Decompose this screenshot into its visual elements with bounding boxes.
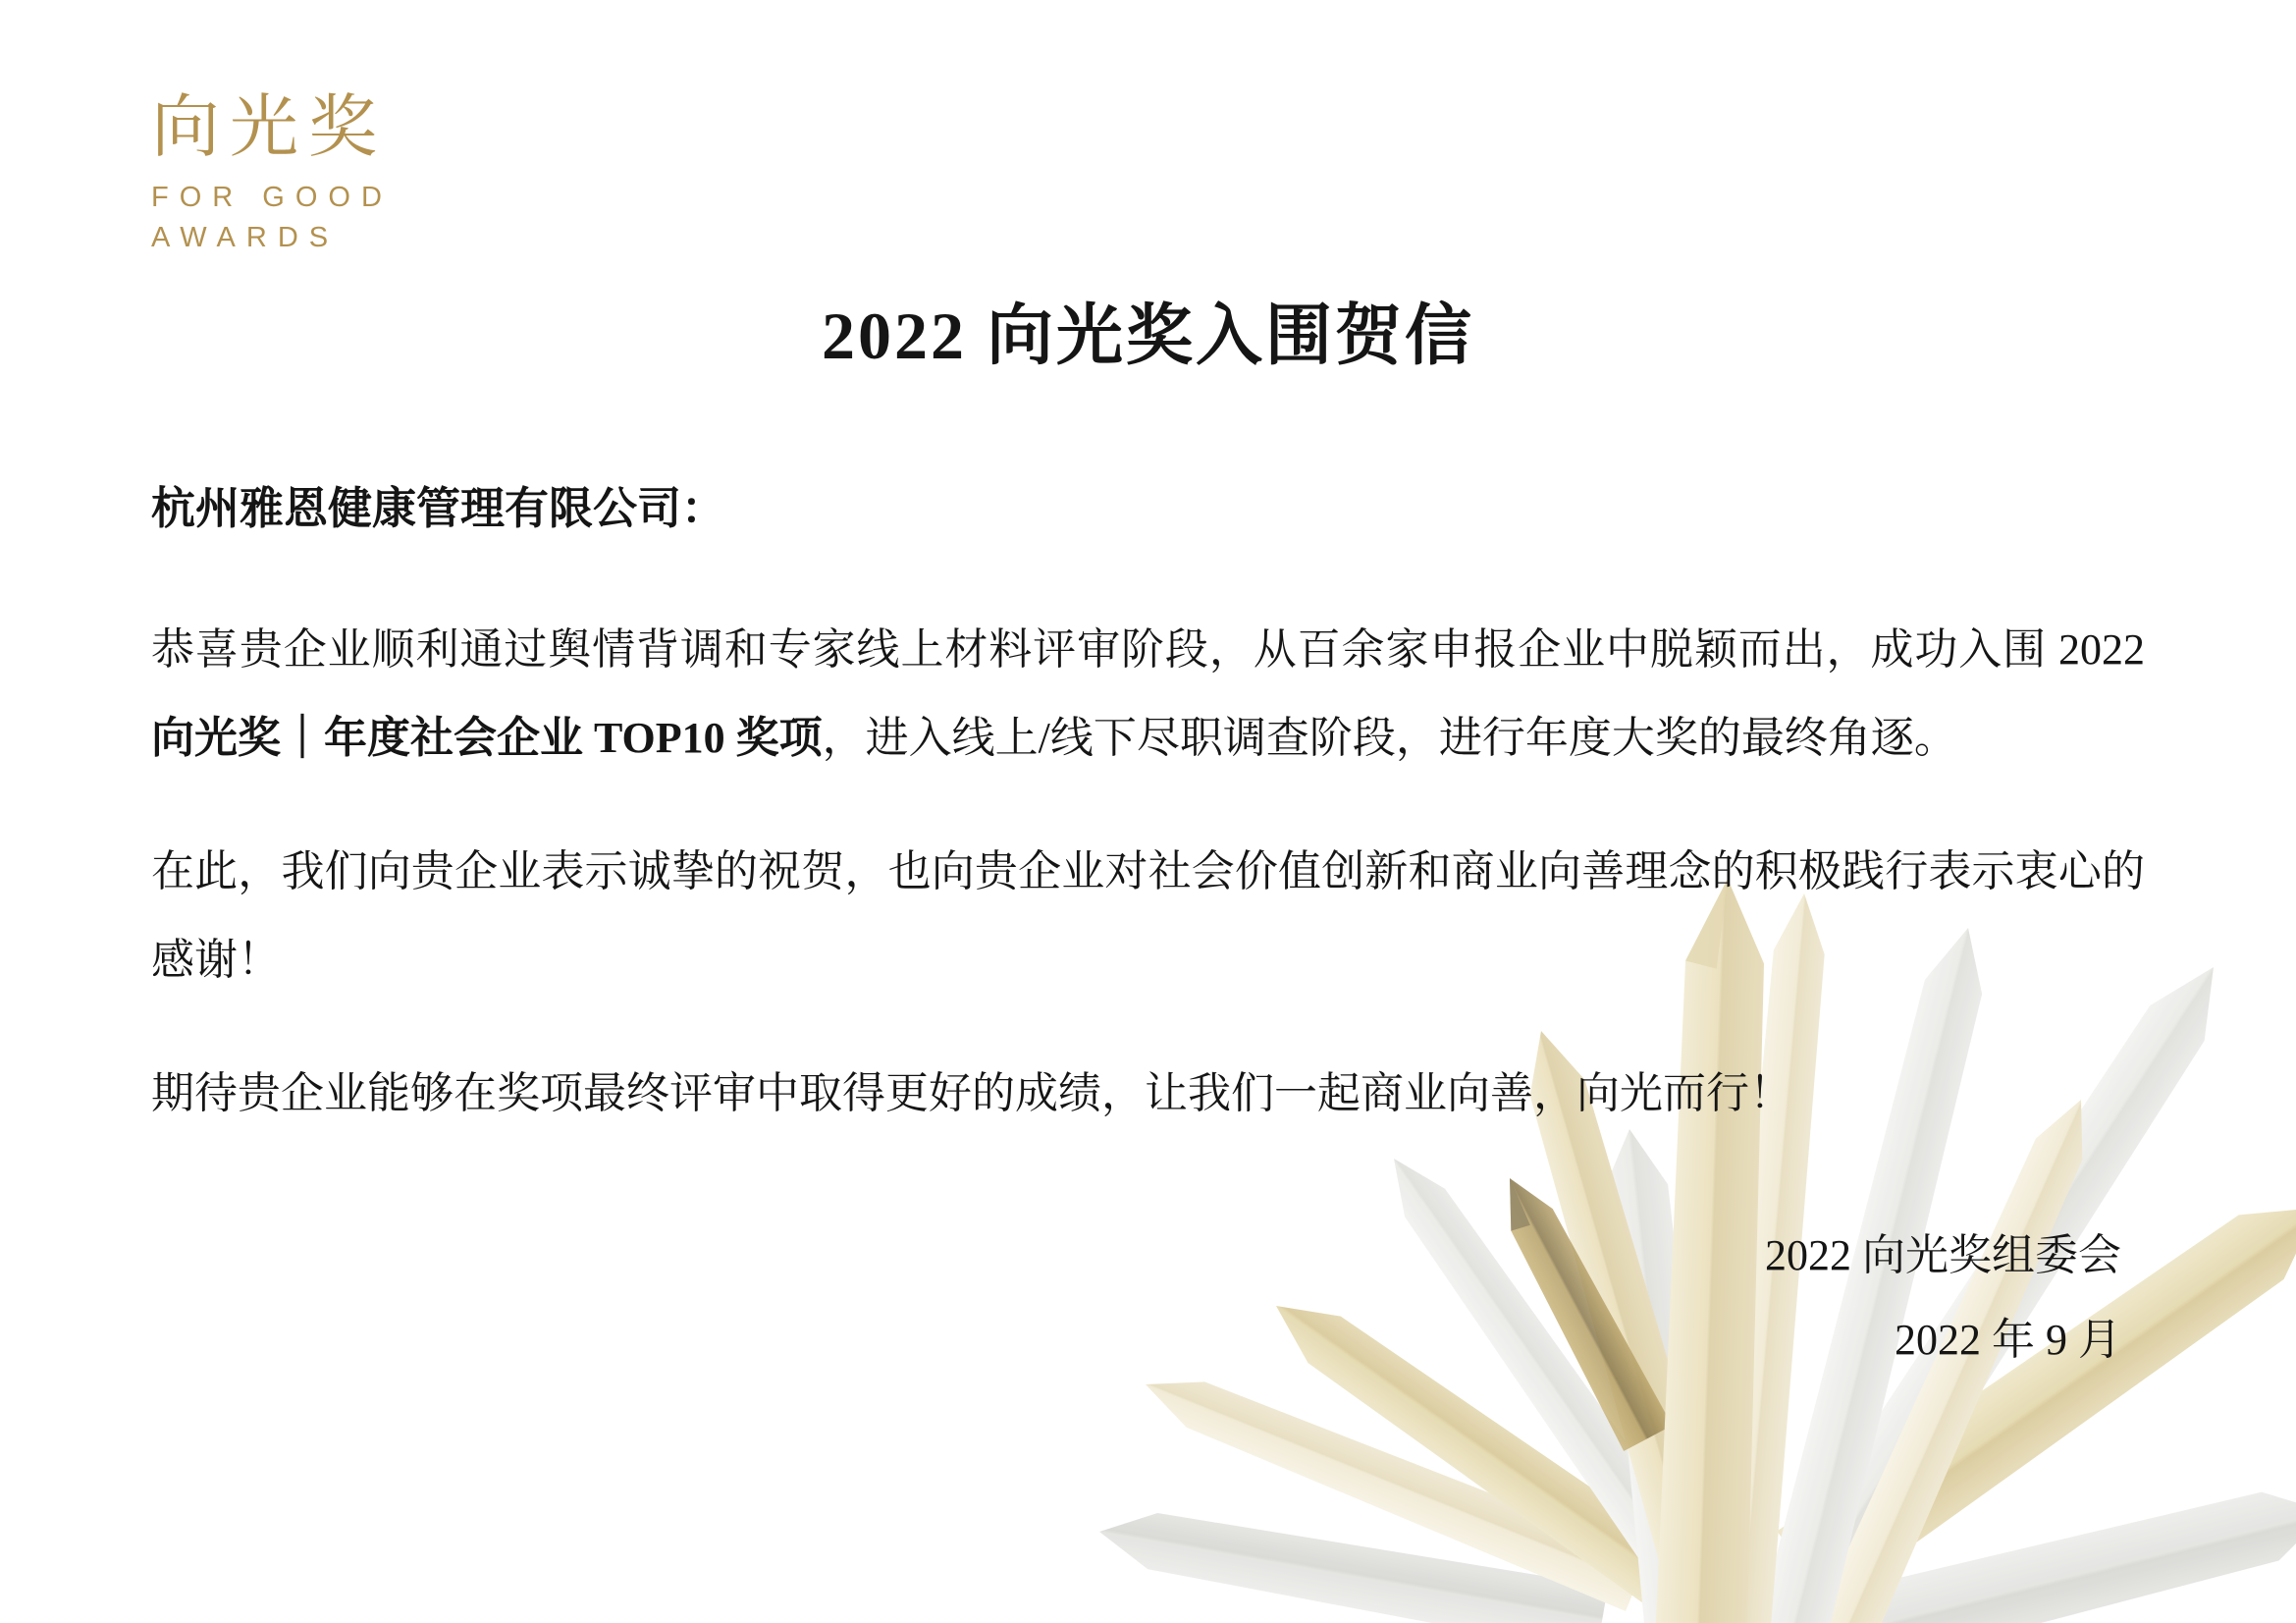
signature-committee: 2022 向光奖组委会 <box>1765 1231 2121 1279</box>
paragraph-wishes: 期待贵企业能够在奖项最终评审中取得更好的成绩，让我们一起商业向善，向光而行！ <box>151 1069 1792 1117</box>
letter-body <box>151 464 2145 1183</box>
paragraph1-text-after: ，进入线上/线下尽职调查阶段，进行年度大奖的最终角逐。 <box>822 714 1957 762</box>
recipient-salutation: 杭州雅恩健康管理有限公司： <box>151 484 726 533</box>
paragraph1-award-name-bold: 向光奖｜年度社会企业 TOP10 奖项 <box>151 714 823 762</box>
logo-english-line2: AWARDS <box>151 222 340 253</box>
paragraph-gratitude: 在此，我们向贵企业表示诚挚的祝贺，也向贵企业对社会价值创新和商业向善理念的积极践行表示衷心的感谢！ <box>151 847 2145 984</box>
paragraph1-text-before: 恭喜贵企业顺利通过舆情背调和专家线上材料评审阶段，从百余家申报企业中脱颖而出，成功入围 2022 <box>151 625 2145 674</box>
signature-block <box>1765 1214 2121 1382</box>
letter-title: 2022 向光奖入围贺信 <box>821 298 1474 373</box>
logo-chinese-text: 向光奖 <box>151 88 387 165</box>
signature-date: 2022 年 9 月 <box>1895 1316 2121 1364</box>
logo-english-line1: FOR GOOD <box>151 182 393 213</box>
paragraph-congratulations <box>151 606 2145 783</box>
for-good-awards-logo <box>151 82 393 252</box>
